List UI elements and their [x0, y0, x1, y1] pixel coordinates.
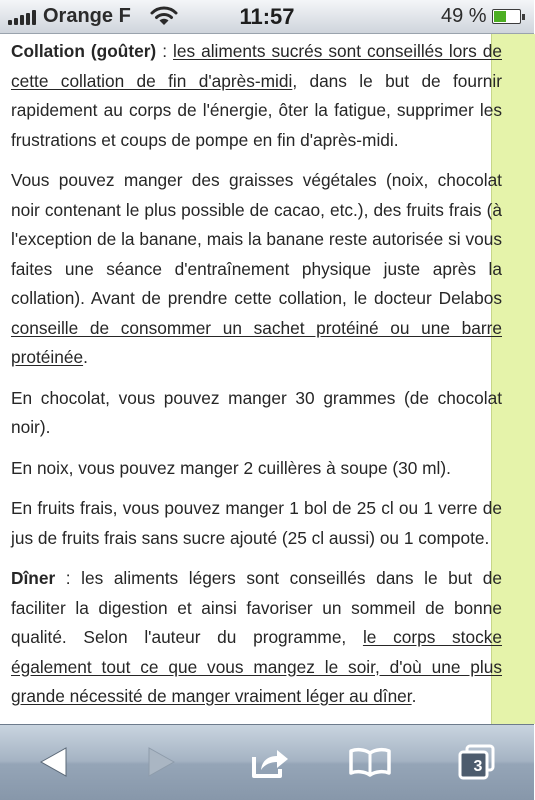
- bookmarks-book-icon: [348, 747, 392, 777]
- text-span: : les aliments légers sont conseillés dans le but de faciliter la digestion et ainsi favoriser un sommeil de bonne qualité. Selon l'auteur du programme,: [11, 568, 502, 647]
- battery-tip: [522, 14, 525, 20]
- text-span: , dans le but de fournir rapidement au corps de l'énergie, ôter la fatigue, supprimer les frustrations et coups de pompe en fin d'après-midi.: [11, 70, 502, 150]
- bookmarks-button[interactable]: [340, 737, 400, 787]
- tab-count-badge: 3: [473, 758, 483, 775]
- heading-collation: Collation (goûter): [11, 41, 157, 61]
- text-span: :: [156, 41, 174, 61]
- text-span: .: [83, 347, 88, 367]
- text-span: Vous pouvez manger des graisses végétales (noix, chocolat noir contenant le plus possible de cacao, etc.), des fruits frais (à l'exception de la banane, mais la banane reste autorisée si vous faites une séance d'entraînement physique juste après la collation). Avant de prendre cette collation, le docteur Delabos: [11, 170, 502, 308]
- back-arrow-icon: [39, 746, 69, 778]
- browser-toolbar: [0, 724, 534, 800]
- link-collation-sucres[interactable]: les aliments sucrés sont conseillés lors de cette collation de fin d'après-midi: [11, 41, 502, 91]
- status-bar: [0, 0, 534, 34]
- paragraph-fruits: En fruits frais, vous pouvez manger 1 bol de 25 cl ou 1 verre de jus de fruits frais sans sucre ajouté (25 cl aussi) ou 1 compote.: [11, 498, 502, 548]
- link-sachet-proteine[interactable]: conseille de consommer un sachet protéiné ou une barre protéinée: [11, 317, 502, 367]
- battery-level-fill: [494, 11, 506, 22]
- battery-percent: 49 %: [441, 5, 487, 27]
- paragraph-diner: [11, 564, 502, 712]
- back-button[interactable]: [24, 737, 84, 787]
- paragraph-collation: [11, 37, 502, 155]
- share-icon: [250, 745, 290, 779]
- heading-diner: Dîner: [11, 568, 56, 588]
- share-button[interactable]: [240, 737, 300, 787]
- web-content[interactable]: [0, 34, 534, 724]
- paragraph-noix: En noix, vous pouvez manger 2 cuillères à soupe (30 ml).: [11, 457, 451, 478]
- article-body: [11, 37, 502, 763]
- link-corps-stocke[interactable]: le corps stocke également tout ce que vous mangez le soir, d'où une plus grande nécessité de manger vraiment léger au dîner: [11, 627, 502, 706]
- status-time: 11:57: [239, 4, 295, 29]
- paragraph-chocolat: En chocolat, vous pouvez manger 30 grammes (de chocolat noir).: [11, 387, 502, 437]
- text-span: .: [411, 686, 417, 706]
- battery-icon: [492, 9, 521, 24]
- carrier-name: Orange F: [43, 5, 131, 27]
- forward-button[interactable]: [131, 737, 191, 787]
- paragraph-graisses: [11, 166, 502, 373]
- forward-arrow-icon: [146, 746, 176, 778]
